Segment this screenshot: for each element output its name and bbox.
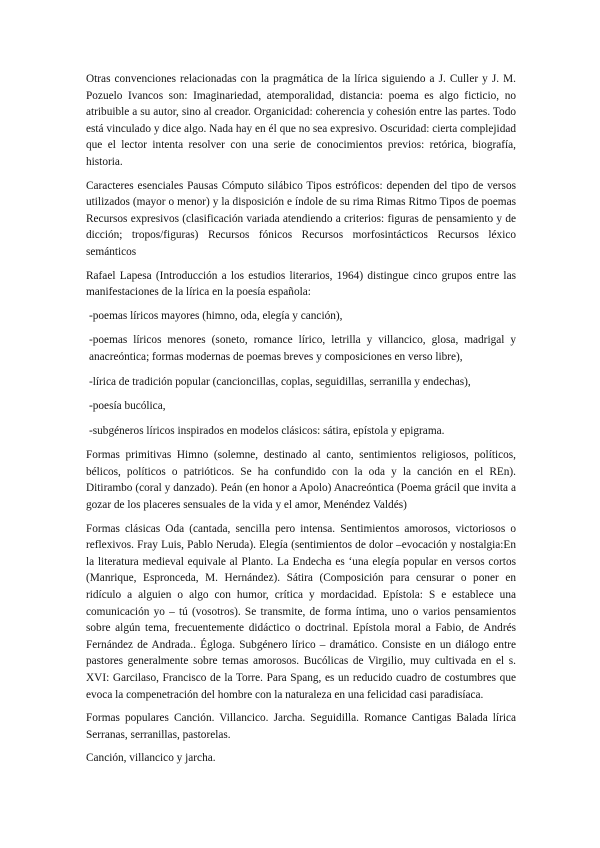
paragraph-lapesa: Rafael Lapesa (Introducción a los estudios literarios, 1964) distingue cinco grupos entre las manifestaciones de la lírica en la poesía española: <box>86 269 516 299</box>
paragraph-formas-populares: Formas populares Canción. Villancico. Jarcha. Seguidilla. Romance Cantigas Balada lírica Serranas, serranillas, pastorelas. <box>86 712 516 741</box>
paragraph-formas-clasicas: Formas clásicas Oda (cantada, sencilla pero intensa. Sentimientos amorosos, victoriosos o reflexivos. Fray Luis, Pablo Neruda). Elegía (sentimientos de dolor –evocación y nostalgia:En la literatura medieval equivale al Planto. La Endecha es ‘una elegía popular en versos cortos (Manrique, Espronceda, M. Hernández). Sátira (Composición para censurar o poner en ridículo a alguien o algo con humor, crítica y mordacidad. Epístola: S e establece una comunicación yo – tú (vosotros). Se transmite, de forma íntima, uno o varios pensamientos sobre algún tema, frecuentemente didáctico o doctrinal. Epístola moral a Fabio, de Andrés Fernández de Andrada.. Égloga. Subgénero lírico – dramático. Consiste en un diálogo entre pastores generalmente sobre temas amorosos. Bucólicas de Virgilio, muy cultivada en el s. XVI: Garcilaso, Francisco de la Torre. Para Spang, es un reducido cuadro de costumbres que evoca la compenetración del hombre con la naturaleza en una felicidad casi paradisíaca. <box>86 522 516 701</box>
paragraph-cancion-villancico-jarcha: Canción, villancico y jarcha. <box>86 752 216 765</box>
paragraph-formas-primitivas: Formas primitivas Himno (solemne, destinado al canto, sentimientos religiosos, políticos, bélicos, políticos o patrióticos. Se ha confundido con la oda y la canción en el REn). Ditirambo (coral y danzado). Peán (en honor a Apolo) Anacreóntica (Poema grácil que invita a gozar de los placeres sensuales de la vida y el amor, Menéndez Valdés) <box>86 449 516 512</box>
list-item-poesia-bucolica: -poesía bucólica, <box>89 400 166 413</box>
list-item-tradicion-popular: -lírica de tradición popular (cancioncillas, coplas, seguidillas, serranilla y endechas), <box>89 375 471 388</box>
list-item-subgeneros-clasicos: -subgéneros líricos inspirados en modelos clásicos: sátira, epístola y epigrama. <box>89 424 445 437</box>
paragraph-caracteres-esenciales: Caracteres esenciales Pausas Cómputo silábico Tipos estróficos: dependen del tipo de versos utilizados (mayor o menor) y la disposición e índole de su rima Rimas Ritmo Tipos de poemas Recursos expresivos (clasificación variada atendiendo a criterios: figuras de pensamiento y de dicción; tropos/figuras) Recursos fónicos Recursos morfosintácticos Recursos léxico semánticos <box>86 179 516 258</box>
list-item-liricos-mayores: -poemas líricos mayores (himno, oda, elegía y canción), <box>89 309 343 322</box>
paragraph-pragmatica: Otras convenciones relacionadas con la pragmática de la lírica siguiendo a J. Culler y J. M. Pozuelo Ivancos son: Imaginariedad, atemporalidad, distancia: poema es algo ficticio, no atribuible a su autor, sino al creador. Organicidad: coherencia y cohesión entre las partes. Todo está vinculado y dice algo. Nada hay en él que no sea expresivo. Oscuridad: cierta complejidad que el lector intenta resolver con una serie de conocimientos previos: retórica, biografía, historia. <box>86 73 516 168</box>
list-item-liricos-menores: -poemas líricos menores (soneto, romance lírico, letrilla y villancico, glosa, madrigal y anacreóntica; formas modernas de poemas breves y composiciones en verso libre), <box>89 334 516 363</box>
